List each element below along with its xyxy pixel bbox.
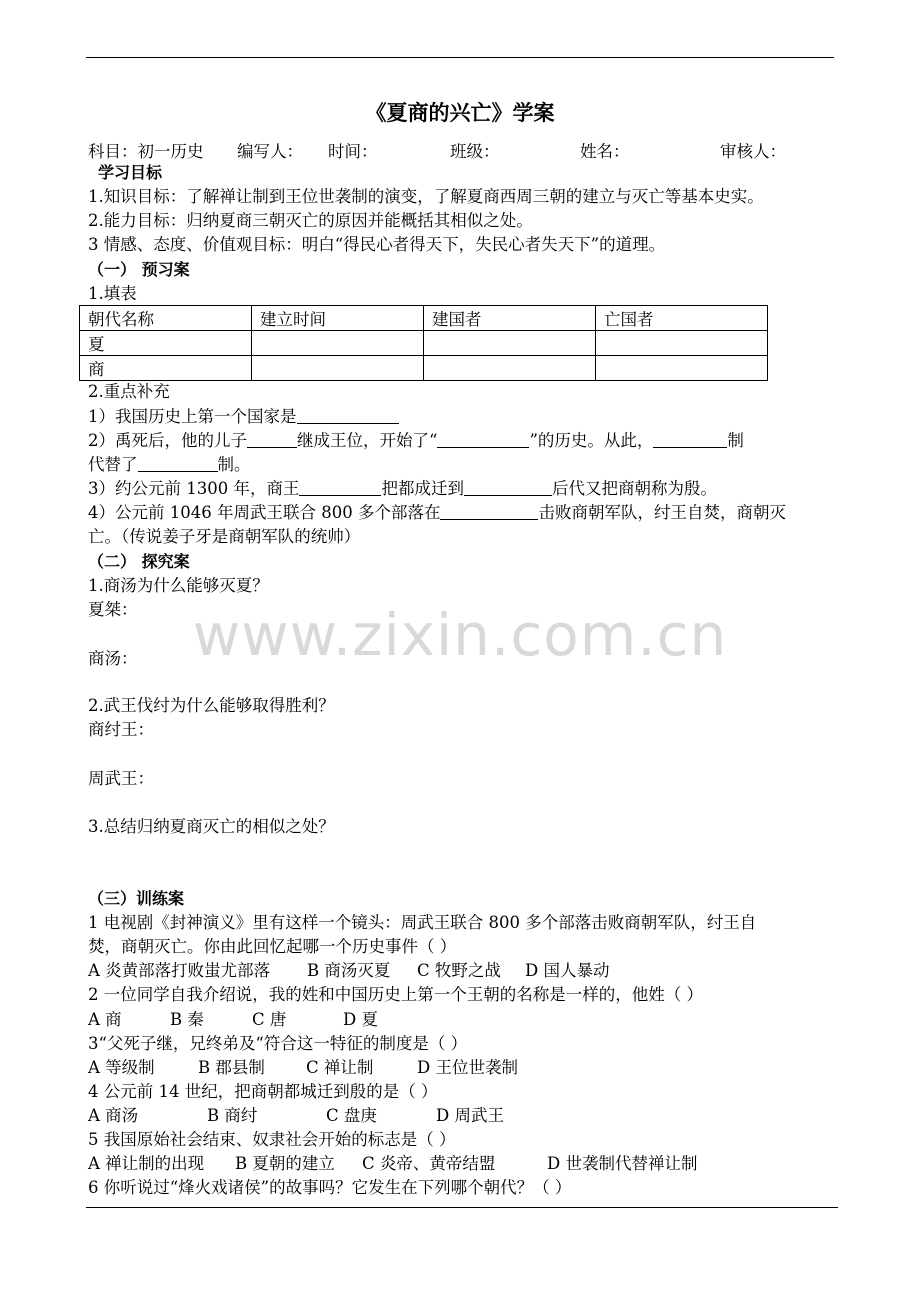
- q-text: 继成王位，开始了“: [297, 431, 438, 450]
- explore-label-zhouwuwang: 周武王：: [88, 769, 154, 788]
- option[interactable]: C 炎帝、黄帝结盟: [362, 1154, 496, 1173]
- option[interactable]: C 牧野之战: [417, 961, 501, 980]
- q-text: 3）约公元前 1300 年，商王: [88, 479, 300, 498]
- option[interactable]: B 商纣: [207, 1106, 258, 1125]
- answer-blank[interactable]: [440, 501, 538, 520]
- dynasty-table: [79, 305, 768, 381]
- preview-heading: （一） 预习案: [88, 260, 190, 279]
- answer-blank[interactable]: [464, 477, 552, 496]
- table-header-cell: 建国者: [424, 306, 596, 331]
- table-cell: 夏: [80, 331, 252, 356]
- meta-subject: 科目：初一历史: [88, 142, 204, 161]
- training-q2: 2 一位同学自我介绍说，我的姓和中国历史上第一个王朝的名称是一样的，他姓（ ）: [88, 985, 703, 1004]
- option[interactable]: B 郡县制: [198, 1058, 265, 1077]
- option[interactable]: D 国人暴动: [525, 961, 610, 980]
- training-q1-options: [88, 959, 609, 983]
- table-cell[interactable]: [252, 331, 424, 356]
- header-rule: [86, 57, 834, 58]
- q-text: 制: [727, 431, 744, 450]
- q-text: 1）我国历史上第一个国家是: [88, 407, 297, 426]
- supplement-q1: [88, 405, 399, 429]
- explore-label-xiajie: 夏桀：: [88, 600, 138, 619]
- supplement-q4: [88, 501, 786, 525]
- supplement-q3: [88, 477, 717, 501]
- option[interactable]: A 禅让制的出现: [88, 1154, 205, 1173]
- training-q4-options: [88, 1104, 504, 1128]
- option[interactable]: A 商: [88, 1010, 122, 1029]
- q-text: ”的历史。从此，: [529, 431, 654, 450]
- table-header-row: [80, 306, 768, 331]
- fill-table-label: 1.填表: [88, 284, 137, 303]
- training-heading: （三）训练案: [88, 889, 185, 908]
- option[interactable]: A 等级制: [88, 1058, 155, 1077]
- answer-blank[interactable]: [138, 453, 218, 472]
- table-row: [80, 356, 768, 381]
- table-cell[interactable]: [252, 356, 424, 381]
- table-header-cell: 建立时间: [252, 306, 424, 331]
- option[interactable]: D 世袭制代替禅让制: [547, 1154, 698, 1173]
- option[interactable]: D 夏: [343, 1010, 378, 1029]
- q-text: 把都成迁到: [381, 479, 464, 498]
- answer-blank[interactable]: [653, 429, 727, 448]
- answer-blank[interactable]: [437, 429, 529, 448]
- meta-time: 时间：: [328, 142, 378, 161]
- training-q6: 6 你听说过“烽火戏诸侯”的故事吗？它发生在下列哪个朝代？（ ）: [88, 1178, 572, 1197]
- meta-name: 姓名：: [580, 142, 630, 161]
- training-q4: 4 公元前 14 世纪，把商朝都城迁到殷的是（ ）: [88, 1082, 438, 1101]
- table-header-cell: 朝代名称: [80, 306, 252, 331]
- option[interactable]: B 秦: [170, 1010, 204, 1029]
- table-cell[interactable]: [424, 356, 596, 381]
- footer-rule: [86, 1207, 838, 1208]
- option[interactable]: A 商汤: [88, 1106, 139, 1125]
- training-q5-options: [88, 1152, 697, 1176]
- answer-blank[interactable]: [247, 429, 297, 448]
- option[interactable]: C 唐: [252, 1010, 287, 1029]
- supplement-q4-cont: 亡。（传说姜子牙是商朝军队的统帅）: [88, 527, 361, 546]
- training-q3: 3“父死子继，兄终弟及“符合这一特征的制度是（ ）: [88, 1034, 468, 1053]
- meta-row: [88, 138, 808, 162]
- table-cell[interactable]: [424, 331, 596, 356]
- watermark: www.zixin.com.cn: [192, 601, 728, 669]
- option[interactable]: B 夏朝的建立: [235, 1154, 335, 1173]
- option[interactable]: C 盘庚: [326, 1106, 377, 1125]
- q-text: 4）公元前 1046 年周武王联合 800 多个部落在: [88, 503, 441, 522]
- objectives-heading: 学习目标: [98, 163, 163, 182]
- answer-blank[interactable]: [297, 405, 399, 424]
- table-cell[interactable]: [596, 356, 768, 381]
- objective-item: 1.知识目标：了解禅让制到王位世袭制的演变，了解夏商西周三朝的建立与灭亡等基本史实。: [88, 187, 764, 206]
- supplement-q2-cont: [88, 453, 251, 477]
- objective-item: 3 情感、态度、价值观目标：明白“得民心者得天下，失民心者失天下”的道理。: [88, 235, 666, 254]
- q-text: 制。: [217, 455, 251, 474]
- training-q1-cont: 焚，商朝灭亡。你由此回忆起哪一个历史事件（ ）: [88, 937, 457, 956]
- objective-item: 2.能力目标：归纳夏商三朝灭亡的原因并能概括其相似之处。: [88, 211, 533, 230]
- meta-editor: 编写人：: [237, 142, 303, 161]
- q-text: 击败商朝军队，纣王自焚，商朝灭: [538, 503, 786, 522]
- explore-q3: 3.总结归纳夏商灭亡的相似之处？: [88, 817, 335, 836]
- table-cell[interactable]: [596, 331, 768, 356]
- table-header-cell: 亡国者: [596, 306, 768, 331]
- option[interactable]: D 王位世袭制: [417, 1058, 518, 1077]
- q-text: 代替了: [88, 455, 138, 474]
- explore-q2: 2.武王伐纣为什么能够取得胜利？: [88, 696, 335, 715]
- option[interactable]: B 商汤灭夏: [307, 961, 391, 980]
- meta-class: 班级：: [450, 142, 500, 161]
- supplement-label: 2.重点补充: [88, 382, 170, 401]
- option[interactable]: D 周武王: [436, 1106, 504, 1125]
- page-title: 《夏商的兴亡》学案: [365, 101, 555, 125]
- training-q2-options: [88, 1008, 378, 1032]
- option[interactable]: C 禅让制: [306, 1058, 374, 1077]
- training-q3-options: [88, 1056, 518, 1080]
- option[interactable]: A 炎黄部落打败蚩尤部落: [88, 961, 271, 980]
- explore-label-shangtang: 商汤：: [88, 649, 138, 668]
- q-text: 2）禹死后，他的儿子: [88, 431, 247, 450]
- explore-heading: （二） 探究案: [88, 552, 190, 571]
- answer-blank[interactable]: [299, 477, 381, 496]
- training-q5: 5 我国原始社会结束、奴隶社会开始的标志是（ ）: [88, 1130, 456, 1149]
- table-row: [80, 331, 768, 356]
- explore-q1: 1.商汤为什么能够灭夏？: [88, 576, 269, 595]
- training-q1: 1 电视剧《封神演义》里有这样一个镜头：周武王联合 800 多个部落击败商朝军队，纣王自: [88, 913, 757, 932]
- meta-reviewer: 审核人：: [720, 142, 786, 161]
- supplement-q2: [88, 429, 834, 453]
- q-text: 后代又把商朝称为殷。: [551, 479, 717, 498]
- table-cell: 商: [80, 356, 252, 381]
- explore-label-shangzhouwang: 商纣王：: [88, 720, 154, 739]
